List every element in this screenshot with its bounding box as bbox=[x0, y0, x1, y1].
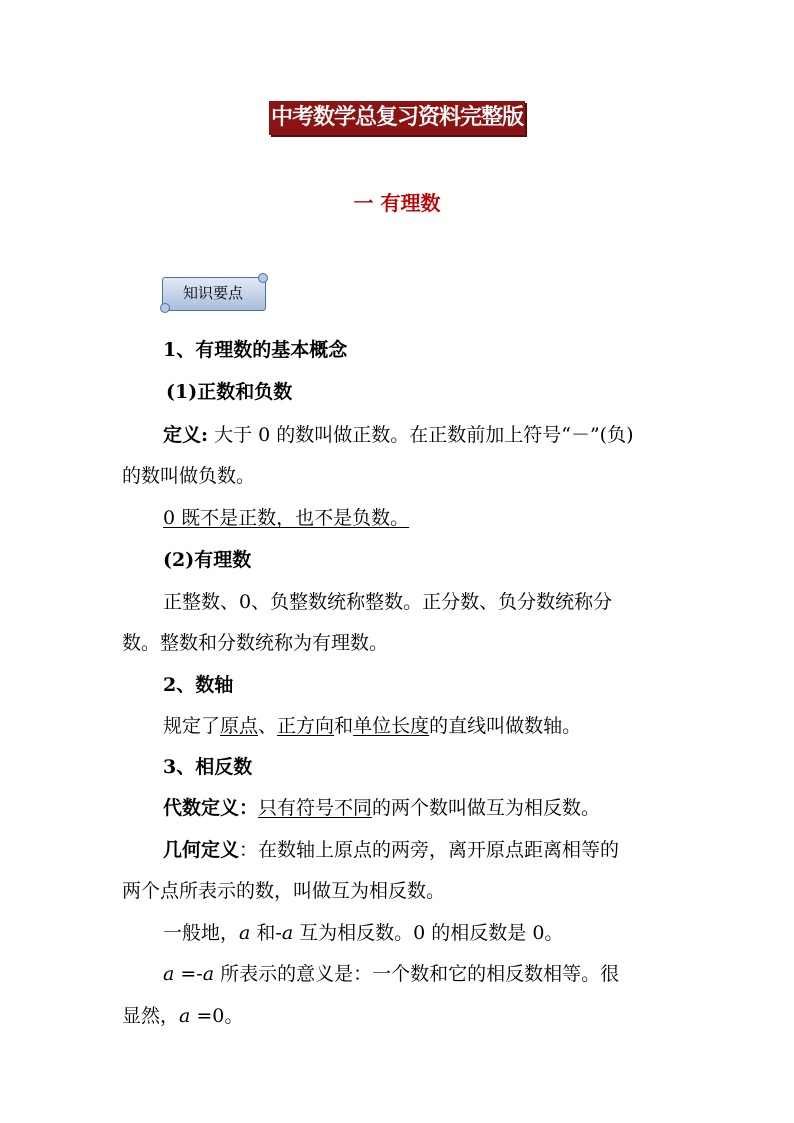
section-1-heading: 1、有理数的基本概念 bbox=[163, 339, 348, 361]
definition-paragraph-line-2: 的数叫做负数。 bbox=[122, 465, 256, 487]
chapter-title: 一 有理数 bbox=[353, 191, 441, 215]
text-fragment: 一般地， bbox=[163, 922, 240, 944]
text-fragment: 规定了 bbox=[163, 715, 221, 737]
geometric-definition-line-2: 两个点所表示的数，叫做互为相反数。 bbox=[122, 880, 446, 902]
geometric-definition-text: ：在数轴上原点的两旁，离开原点距离相等的 bbox=[239, 839, 620, 861]
number-line-definition bbox=[163, 711, 581, 738]
text-fragment: 的直线叫做数轴。 bbox=[429, 715, 582, 737]
variable-a: a bbox=[202, 963, 215, 985]
knowledge-points-label: 知识要点 bbox=[182, 284, 243, 302]
zero-note bbox=[163, 503, 409, 530]
section-3-heading: 3、相反数 bbox=[163, 756, 253, 778]
term-positive-direction: 正方向 bbox=[277, 715, 335, 737]
term-origin: 原点 bbox=[220, 715, 259, 737]
text-fragment: 显然， bbox=[122, 1005, 180, 1027]
subsection-2-heading: (2)有理数 bbox=[163, 549, 252, 571]
geometric-definition-label: 几何定义 bbox=[163, 839, 240, 861]
term-unit-length: 单位长度 bbox=[353, 715, 430, 737]
section-2-heading: 2、数轴 bbox=[163, 674, 234, 696]
text-fragment: 和- bbox=[250, 922, 282, 944]
algebraic-definition-text: 的两个数叫做互为相反数。 bbox=[372, 797, 601, 819]
text-fragment: =- bbox=[174, 963, 203, 985]
zero-note-text: 0 既不是正数，也不是负数。 bbox=[163, 507, 410, 529]
text-fragment: 、 bbox=[258, 715, 278, 737]
equation-meaning-line-2 bbox=[122, 1001, 243, 1028]
variable-a: a bbox=[179, 1005, 191, 1027]
variable-a: a bbox=[239, 922, 251, 944]
document-title: 中考数学总复习资料完整版 bbox=[269, 101, 525, 135]
text-fragment: 互为相反数。0 的相反数是 0。 bbox=[293, 922, 564, 944]
text-fragment: 和 bbox=[334, 715, 354, 737]
definition-text: 大于 0 的数叫做正数。在正数前加上符号“－”(负) bbox=[214, 424, 634, 446]
subsection-1-heading: (1)正数和负数 bbox=[166, 381, 293, 403]
algebraic-definition-label: 代数定义： bbox=[163, 797, 259, 819]
equation-meaning-line-1 bbox=[163, 959, 619, 986]
definition-label: 定义: bbox=[163, 424, 209, 446]
variable-a: a bbox=[281, 922, 294, 944]
geometric-definition-line-1 bbox=[163, 835, 619, 862]
variable-a: a bbox=[163, 963, 175, 985]
rational-paragraph-line-2: 数。整数和分数统称为有理数。 bbox=[122, 632, 389, 654]
general-statement bbox=[163, 918, 563, 945]
algebraic-definition-underlined: 只有符号不同 bbox=[258, 797, 373, 819]
text-fragment: =0。 bbox=[190, 1005, 244, 1027]
algebraic-definition bbox=[163, 793, 600, 820]
definition-paragraph-line-1 bbox=[163, 420, 633, 447]
rational-paragraph-line-1: 正整数、0、负整数统称整数。正分数、负分数统称分 bbox=[163, 591, 613, 613]
knowledge-points-banner bbox=[160, 273, 268, 313]
text-fragment: 所表示的意义是：一个数和它的相反数相等。很 bbox=[214, 963, 620, 985]
